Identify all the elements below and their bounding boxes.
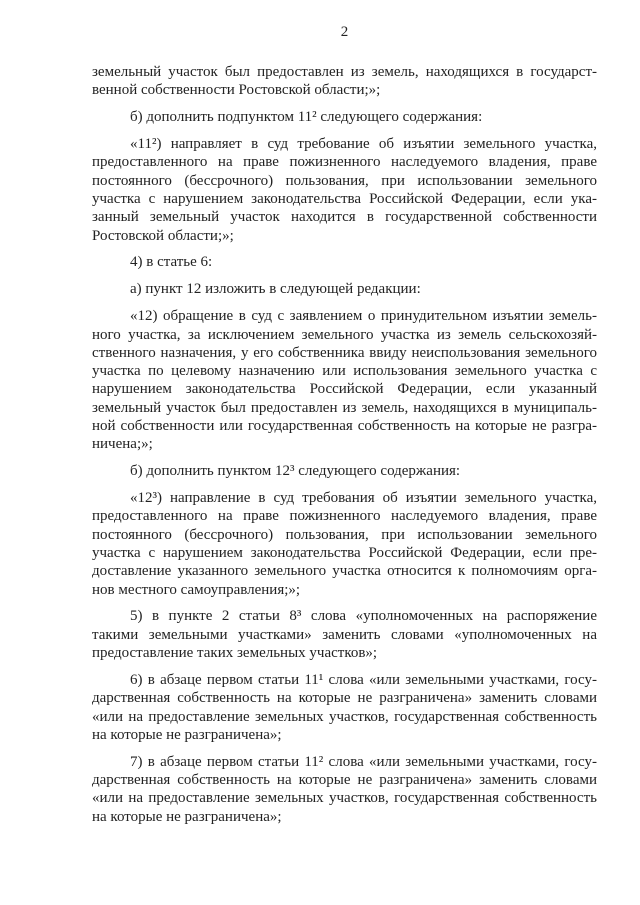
- text-line: участка по целевому назначению или использования земельного участка с: [92, 363, 597, 380]
- text-line: а) пункт 12 изложить в следующей редакции:: [130, 281, 421, 298]
- text-line: «12) обращение в суд с заявлением о принудительном изъятии земель-: [130, 308, 597, 325]
- text-line: «или на предоставление земельных участков, государственная собственность: [92, 708, 597, 725]
- paragraph-continuation: [92, 63, 597, 100]
- text-line: 7) в абзаце первом статьи 11² слова «или земельными участками, госу-: [130, 753, 597, 770]
- text-line: Ростовской области;»;: [92, 227, 234, 244]
- text-line: на которые не разграничена»;: [92, 726, 282, 743]
- text-line: «11²) направляет в суд требование об изъятии земельного участка,: [130, 136, 597, 153]
- text-line: ного участка, за исключением земельного участка из земель сельскохозяй-: [92, 326, 597, 343]
- text-line: нов местного самоуправления;»;: [92, 581, 301, 598]
- quoted-point-12: [92, 307, 597, 453]
- text-line: 4) в статье 6:: [130, 254, 213, 271]
- subitem-b-add-subpoint-11-2: [92, 108, 597, 126]
- text-line: занный земельный участок находится в государственной собственности: [92, 209, 597, 226]
- text-line: предоставление таких земельных участков»;: [92, 645, 378, 662]
- text-line: 6) в абзаце первом статьи 11¹ слова «или земельными участками, госу-: [130, 671, 597, 688]
- quoted-point-12-3: [92, 489, 597, 599]
- text-line: участка с нарушением законодательства Российской Федерации, если пре-: [92, 544, 597, 561]
- text-line: постоянного (бессрочного) пользования, при использовании земельного: [92, 526, 597, 543]
- text-line: постоянного (бессрочного) пользования, при использовании земельного: [92, 172, 597, 189]
- text-line: нарушением законодательства Российской Федерации, если указанный: [92, 381, 597, 398]
- text-line: «12³) направление в суд требования об изъятии земельного участка,: [130, 490, 597, 507]
- text-line: ной собственности или государственная собственность на которые не разгра-: [92, 418, 597, 435]
- text-line: земельный участок был предоставлен из земель, находящихся в муниципаль-: [92, 399, 597, 416]
- item-6-article-11-1: [92, 671, 597, 744]
- text-line: предоставленного на праве пожизненного наследуемого владения, праве: [92, 508, 597, 525]
- text-line: «или на предоставление земельных участков, государственная собственность: [92, 790, 597, 807]
- item-7-article-11-2: [92, 753, 597, 826]
- text-line: ственного назначения, у его собственника ввиду неиспользования земельного: [92, 344, 597, 361]
- text-line: предоставленного на праве пожизненного наследуемого владения, праве: [92, 154, 597, 171]
- text-line: венной собственности Ростовской области;»;: [92, 82, 381, 99]
- item-4-article-6: [92, 253, 597, 271]
- text-line: земельный участок был предоставлен из земель, находящихся в государст-: [92, 64, 597, 80]
- text-line: такими земельными участками» заменить словами «уполномоченных на: [92, 626, 597, 643]
- text-line: б) дополнить пунктом 12³ следующего содержания:: [130, 463, 461, 480]
- item-5-article-8-3: [92, 607, 597, 662]
- text-line: дарственная собственность на которые не разграничена» заменить словами: [92, 690, 597, 707]
- page-number: 2: [340, 24, 349, 40]
- subitem-a-point-12: [92, 280, 597, 298]
- text-line: б) дополнить подпунктом 11² следующего содержания:: [130, 109, 483, 126]
- text-line: ничена;»;: [92, 436, 153, 453]
- text-line: дарственная собственность на которые не разграничена» заменить словами: [92, 772, 597, 789]
- text-line: 5) в пункте 2 статьи 8³ слова «уполномоченных на распоряжение: [130, 608, 597, 625]
- document-body: [92, 63, 597, 826]
- text-line: участка с нарушением законодательства Российской Федерации, если ука-: [92, 190, 597, 207]
- quoted-subpoint-11-2: [92, 135, 597, 245]
- text-line: доставление указанного земельного участка относится к полномочиям орга-: [92, 563, 597, 580]
- subitem-b-add-point-12-3: [92, 462, 597, 480]
- text-line: на которые не разграничена»;: [92, 808, 282, 825]
